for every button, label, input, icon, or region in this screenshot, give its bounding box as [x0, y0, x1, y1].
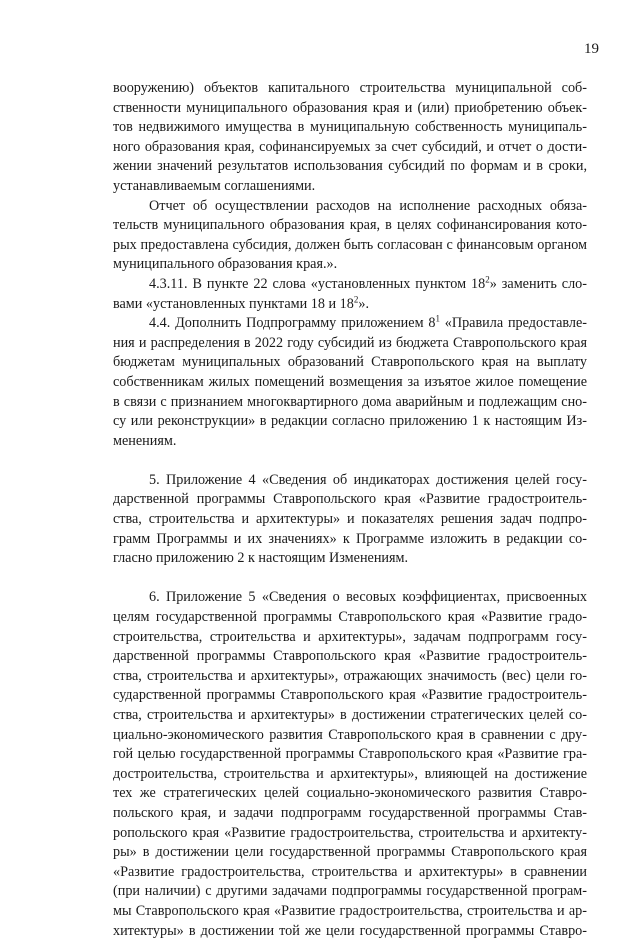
- text-segment: ства, строительства и архитектуры», отражающих значимость (вес) цели го-: [113, 667, 587, 684]
- text-line: [113, 295, 587, 315]
- text-segment: » заменить сло-: [489, 275, 587, 292]
- text-segment: строительства, строительства и архитектуры», задачам подпрограмм госу-: [113, 628, 587, 645]
- text-line: [113, 432, 587, 452]
- text-line: [113, 118, 587, 138]
- text-line: [113, 412, 587, 432]
- paragraph-gap: [113, 569, 587, 589]
- text-line: [113, 510, 587, 530]
- superscript: 2: [353, 293, 359, 304]
- text-line: [113, 138, 587, 158]
- paragraph: [113, 471, 587, 569]
- text-segment: тельств муниципального образования края, в целях софинансирования кото-: [113, 217, 587, 234]
- paragraph-gap: [113, 451, 587, 471]
- superscript: 1: [435, 313, 440, 324]
- text-line: [113, 745, 587, 765]
- text-segment: гой целью государственной программы Ставропольского края «Развитие гра-: [113, 746, 587, 763]
- text-segment: мы Ставропольского края «Развитие градостроительства, строительства и ар-: [113, 902, 587, 919]
- text-line: [113, 882, 587, 902]
- document-body: [113, 79, 587, 941]
- text-line: [113, 726, 587, 746]
- text-line: [113, 373, 587, 393]
- text-line: [113, 667, 587, 687]
- superscript: 2: [485, 274, 490, 285]
- text-segment: ства, строительства и архитектуры» и показателях решения задач подпро-: [113, 511, 587, 528]
- text-line: [113, 843, 587, 863]
- paragraph: [113, 588, 587, 941]
- text-line: [113, 824, 587, 844]
- text-segment: ».: [358, 295, 369, 312]
- text-line: [113, 334, 587, 354]
- text-segment: ства, строительства и архитектуры» в достижении стратегических целей со-: [113, 707, 587, 723]
- text-line: [113, 353, 587, 373]
- text-segment: хитектуры» в достижении той же цели государственной программы Ставро-: [113, 922, 587, 939]
- text-line: [113, 647, 587, 667]
- text-line: [113, 784, 587, 804]
- text-line: [113, 588, 587, 608]
- paragraph: [113, 79, 587, 197]
- text-segment: грамм Программы и их значениях» к Программе изложить в редакции со-: [113, 530, 587, 547]
- paragraph: [113, 275, 587, 314]
- text-line: [113, 530, 587, 550]
- text-segment: вами «установленных пунктами 18 и 18: [113, 295, 354, 312]
- text-segment: тех же стратегических целей социально-экономического развития Ставро-: [113, 785, 587, 802]
- text-segment: вооружению) объектов капитального строительства муниципальной соб-: [113, 80, 587, 96]
- text-segment: ния и распределения в 2022 году субсидий из бюджета Ставропольского края: [113, 334, 587, 351]
- text-segment: целям государственной программы Ставропольского края «Развитие градо-: [113, 609, 587, 626]
- text-segment: циально-экономического развития Ставропольского края в сравнении с дру-: [113, 726, 587, 743]
- text-segment: 6. Приложение 5 «Сведения о весовых коэффициентах, присвоенных: [149, 589, 587, 606]
- text-line: [113, 549, 587, 569]
- text-segment: муниципального образования края.».: [113, 256, 338, 273]
- text-line: [113, 628, 587, 648]
- text-line: [113, 922, 587, 941]
- text-line: [113, 275, 587, 295]
- text-line: [113, 686, 587, 706]
- text-segment: гласно приложению 2 к настоящим Изменениям.: [113, 550, 409, 567]
- text-segment: в связи с признанием многоквартирного дома аварийным и подлежащим сно-: [113, 393, 587, 410]
- text-segment: Отчет об осуществлении расходов на исполнение расходных обяза-: [149, 197, 587, 214]
- text-line: [113, 314, 587, 334]
- text-line: [113, 471, 587, 491]
- text-line: [113, 216, 587, 236]
- text-segment: тов недвижимого имущества в муниципальную собственность муниципаль-: [113, 119, 587, 136]
- text-segment: польского края, и задачи подпрограмм государственной программы Став-: [113, 804, 587, 821]
- text-line: [113, 863, 587, 883]
- text-line: [113, 490, 587, 510]
- text-segment: 4.3.11. В пункте 22 слова «установленных пунктом 18: [149, 275, 486, 292]
- text-line: [113, 608, 587, 628]
- text-line: [113, 804, 587, 824]
- text-segment: ры» в достижении цели государственной программы Ставропольского края: [113, 844, 587, 861]
- text-segment: ропольского края «Развитие градостроительства, строительства и архитекту-: [113, 824, 587, 841]
- text-segment: дарственной программы Ставропольского края «Развитие градостроитель-: [113, 491, 587, 508]
- text-segment: собственникам жилых помещений возмещения за изъятое жилое помещение: [113, 373, 587, 390]
- text-segment: рых предоставлена субсидия, должен быть согласован с финансовым органом: [113, 236, 587, 253]
- text-segment: (при наличии) с другими задачами подпрограммы государственной програм-: [113, 883, 587, 900]
- text-segment: устанавливаемым соглашениями.: [113, 177, 316, 194]
- text-segment: менениям.: [113, 432, 177, 449]
- text-line: [113, 255, 587, 275]
- paragraph: [113, 314, 587, 451]
- text-segment: сударственной программы Ставропольского края «Развитие градостроитель-: [113, 687, 587, 704]
- page-number: 19: [584, 41, 599, 57]
- paragraph: [113, 197, 587, 275]
- text-segment: бюджетам муниципальных образований Ставропольского края на выплату: [113, 354, 587, 371]
- text-segment: ственности муниципального образования края и (или) приобретению объек-: [113, 99, 587, 116]
- text-segment: дарственной программы Ставропольского края «Развитие градостроитель-: [113, 648, 587, 665]
- text-line: [113, 157, 587, 177]
- text-segment: достроительства, строительства и архитектуры», влияющей на достижение: [113, 765, 587, 782]
- text-segment: ного образования края, софинансируемых за счет субсидий, и отчет о дости-: [113, 138, 587, 155]
- text-segment: 5. Приложение 4 «Сведения об индикаторах достижения целей госу-: [149, 471, 587, 488]
- text-line: [113, 765, 587, 785]
- text-line: [113, 99, 587, 119]
- text-segment: су или реконструкции» в редакции согласно приложению 1 к настоящим Из-: [113, 413, 587, 430]
- text-line: [113, 197, 587, 217]
- text-line: [113, 177, 587, 197]
- text-line: [113, 236, 587, 256]
- text-segment: «Развитие градостроительства, строительства и архитектуры» в сравнении: [113, 863, 587, 880]
- text-segment: 4.4. Дополнить Подпрограмму приложением 8: [149, 315, 436, 332]
- text-line: [113, 393, 587, 413]
- text-segment: жении значений результатов использования субсидий по формам и в сроки,: [113, 158, 587, 175]
- text-line: [113, 79, 587, 99]
- text-line: [113, 706, 587, 726]
- text-segment: «Правила предоставле-: [439, 315, 587, 332]
